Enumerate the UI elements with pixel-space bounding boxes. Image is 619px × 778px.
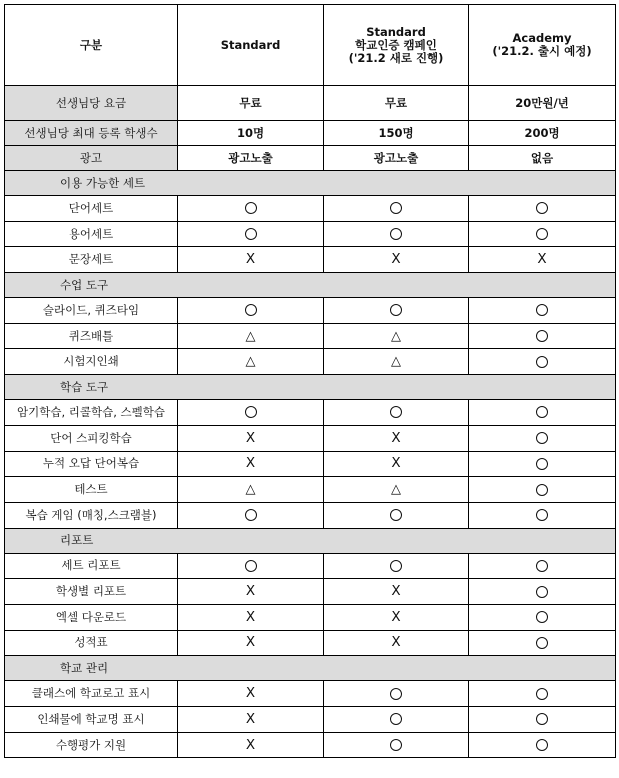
feature-mark-cell — [178, 707, 324, 733]
feature-label: 클래스에 학교로고 표시 — [5, 681, 178, 707]
feature-mark-cell — [324, 247, 469, 273]
plan-row-value: 광고노출 — [324, 146, 469, 171]
header-category: 구분 — [5, 5, 178, 86]
feature-row — [5, 323, 616, 349]
x-mark: X — [391, 251, 401, 268]
feature-mark-cell — [469, 477, 616, 503]
plan-row-label: 광고 — [5, 146, 178, 171]
plan-row-value: 20만원/년 — [469, 86, 616, 121]
feature-mark-cell — [324, 630, 469, 656]
circle-mark-icon — [536, 228, 548, 240]
feature-row — [5, 630, 616, 656]
feature-row — [5, 196, 616, 222]
circle-mark-icon — [245, 304, 257, 316]
section-header — [5, 375, 616, 400]
feature-label: 복습 게임 (매칭,스크램블) — [5, 502, 178, 528]
feature-mark-cell — [178, 323, 324, 349]
feature-mark-cell — [469, 196, 616, 222]
circle-mark-icon — [390, 560, 402, 572]
feature-label: 학생별 리포트 — [5, 579, 178, 605]
feature-mark-cell — [324, 425, 469, 451]
feature-label: 엑셀 다운로드 — [5, 604, 178, 630]
x-mark: X — [245, 634, 256, 651]
feature-mark-cell — [178, 630, 324, 656]
feature-mark-cell — [178, 502, 324, 528]
section-header — [5, 656, 616, 681]
feature-mark-cell — [178, 604, 324, 630]
feature-row — [5, 451, 616, 477]
table-body — [5, 5, 616, 758]
feature-row — [5, 477, 616, 503]
feature-mark-cell — [469, 707, 616, 733]
plan-row-value: 10명 — [178, 121, 324, 146]
circle-mark-icon — [390, 713, 402, 725]
feature-mark-cell — [469, 732, 616, 758]
feature-mark-cell — [178, 196, 324, 222]
circle-mark-icon — [536, 432, 548, 444]
triangle-mark: △ — [391, 328, 401, 344]
plan-row — [5, 121, 616, 146]
feature-mark-cell — [469, 451, 616, 477]
circle-mark-icon — [536, 739, 548, 751]
feature-mark-cell — [469, 221, 616, 247]
plan-row-label: 선생님당 최대 등록 학생수 — [5, 121, 178, 146]
triangle-mark: △ — [391, 482, 401, 498]
x-mark: X — [537, 251, 547, 268]
feature-mark-cell — [324, 604, 469, 630]
plan-row-value: 무료 — [178, 86, 324, 121]
feature-row — [5, 604, 616, 630]
feature-mark-cell — [178, 579, 324, 605]
header-row — [5, 5, 616, 86]
feature-label: 시험지인쇄 — [5, 349, 178, 375]
circle-mark-icon — [536, 688, 548, 700]
plan-row-value: 무료 — [324, 86, 469, 121]
feature-row — [5, 298, 616, 324]
plan-row-value: 없음 — [469, 146, 616, 171]
circle-mark-icon — [390, 739, 402, 751]
feature-label: 누적 오답 단어복습 — [5, 451, 178, 477]
feature-row — [5, 579, 616, 605]
feature-label: 성적표 — [5, 630, 178, 656]
feature-mark-cell — [178, 451, 324, 477]
feature-label: 테스트 — [5, 477, 178, 503]
feature-mark-cell — [324, 579, 469, 605]
feature-mark-cell — [324, 349, 469, 375]
x-mark: X — [245, 455, 256, 472]
circle-mark-icon — [245, 509, 257, 521]
feature-label: 슬라이드, 퀴즈타임 — [5, 298, 178, 324]
circle-mark-icon — [536, 406, 548, 418]
feature-row — [5, 732, 616, 758]
feature-mark-cell — [178, 349, 324, 375]
feature-mark-cell — [469, 553, 616, 579]
feature-row — [5, 247, 616, 273]
feature-mark-cell — [469, 681, 616, 707]
feature-mark-cell — [324, 400, 469, 426]
header-academy: Academy ('21.2. 출시 예정) — [469, 5, 616, 86]
feature-row — [5, 502, 616, 528]
feature-mark-cell — [469, 604, 616, 630]
section-header — [5, 528, 616, 553]
section-header — [5, 273, 616, 298]
plan-row-value: 200명 — [469, 121, 616, 146]
circle-mark-icon — [536, 484, 548, 496]
feature-mark-cell — [324, 298, 469, 324]
triangle-mark: △ — [391, 354, 401, 370]
plan-row-value: 광고노출 — [178, 146, 324, 171]
section-title: 학습 도구 — [5, 375, 616, 400]
feature-mark-cell — [324, 681, 469, 707]
feature-mark-cell — [324, 477, 469, 503]
circle-mark-icon — [536, 356, 548, 368]
circle-mark-icon — [536, 611, 548, 623]
x-mark: X — [391, 634, 401, 651]
x-mark: X — [391, 429, 401, 446]
feature-mark-cell — [324, 221, 469, 247]
feature-mark-cell — [178, 477, 324, 503]
feature-mark-cell — [324, 553, 469, 579]
feature-mark-cell — [469, 502, 616, 528]
feature-mark-cell — [324, 323, 469, 349]
feature-label: 단어 스피킹학습 — [5, 425, 178, 451]
feature-mark-cell — [469, 247, 616, 273]
feature-label: 문장세트 — [5, 247, 178, 273]
feature-mark-cell — [469, 630, 616, 656]
feature-mark-cell — [178, 425, 324, 451]
circle-mark-icon — [536, 458, 548, 470]
feature-mark-cell — [178, 732, 324, 758]
feature-mark-cell — [178, 247, 324, 273]
feature-label: 암기학습, 리콜학습, 스펠학습 — [5, 400, 178, 426]
x-mark: X — [245, 251, 256, 268]
x-mark: X — [245, 429, 256, 446]
feature-mark-cell — [178, 221, 324, 247]
header-standard-campaign: Standard 학교인증 캠페인 ('21.2 새로 진행) — [324, 5, 469, 86]
x-mark: X — [245, 736, 256, 753]
circle-mark-icon — [245, 228, 257, 240]
plan-comparison-table — [4, 4, 616, 758]
x-mark: X — [391, 455, 401, 472]
triangle-mark: △ — [245, 482, 256, 498]
feature-mark-cell — [324, 196, 469, 222]
feature-mark-cell — [469, 349, 616, 375]
feature-mark-cell — [178, 400, 324, 426]
circle-mark-icon — [536, 713, 548, 725]
section-title: 학교 관리 — [5, 656, 616, 681]
feature-label: 퀴즈배틀 — [5, 323, 178, 349]
circle-mark-icon — [245, 406, 257, 418]
feature-label: 세트 리포트 — [5, 553, 178, 579]
circle-mark-icon — [536, 202, 548, 214]
feature-mark-cell — [178, 298, 324, 324]
section-title: 이용 가능한 세트 — [5, 171, 616, 196]
circle-mark-icon — [536, 330, 548, 342]
circle-mark-icon — [536, 509, 548, 521]
plan-row — [5, 86, 616, 121]
circle-mark-icon — [390, 202, 402, 214]
circle-mark-icon — [536, 637, 548, 649]
triangle-mark: △ — [245, 354, 256, 370]
x-mark: X — [391, 583, 401, 600]
circle-mark-icon — [390, 406, 402, 418]
section-title: 수업 도구 — [5, 273, 616, 298]
feature-mark-cell — [324, 502, 469, 528]
x-mark: X — [245, 583, 256, 600]
x-mark: X — [245, 710, 256, 727]
feature-mark-cell — [469, 400, 616, 426]
feature-row — [5, 707, 616, 733]
header-standard: Standard — [178, 5, 324, 86]
feature-label: 단어세트 — [5, 196, 178, 222]
circle-mark-icon — [245, 560, 257, 572]
feature-label: 용어세트 — [5, 221, 178, 247]
feature-label: 인쇄물에 학교명 표시 — [5, 707, 178, 733]
feature-mark-cell — [324, 707, 469, 733]
feature-row — [5, 221, 616, 247]
feature-mark-cell — [469, 579, 616, 605]
section-header — [5, 171, 616, 196]
x-mark: X — [245, 608, 256, 625]
circle-mark-icon — [536, 560, 548, 572]
circle-mark-icon — [245, 202, 257, 214]
feature-row — [5, 349, 616, 375]
feature-row — [5, 425, 616, 451]
circle-mark-icon — [390, 688, 402, 700]
x-mark: X — [245, 685, 256, 702]
circle-mark-icon — [390, 228, 402, 240]
feature-mark-cell — [469, 323, 616, 349]
plan-row — [5, 146, 616, 171]
circle-mark-icon — [390, 509, 402, 521]
triangle-mark: △ — [245, 328, 256, 344]
feature-mark-cell — [324, 451, 469, 477]
circle-mark-icon — [390, 304, 402, 316]
section-title: 리포트 — [5, 528, 616, 553]
feature-row — [5, 400, 616, 426]
plan-row-value: 150명 — [324, 121, 469, 146]
feature-row — [5, 553, 616, 579]
feature-mark-cell — [469, 425, 616, 451]
circle-mark-icon — [536, 586, 548, 598]
feature-label: 수행평가 지원 — [5, 732, 178, 758]
feature-mark-cell — [469, 298, 616, 324]
feature-mark-cell — [178, 681, 324, 707]
feature-row — [5, 681, 616, 707]
feature-mark-cell — [324, 732, 469, 758]
feature-mark-cell — [178, 553, 324, 579]
circle-mark-icon — [536, 304, 548, 316]
x-mark: X — [391, 608, 401, 625]
plan-row-label: 선생님당 요금 — [5, 86, 178, 121]
